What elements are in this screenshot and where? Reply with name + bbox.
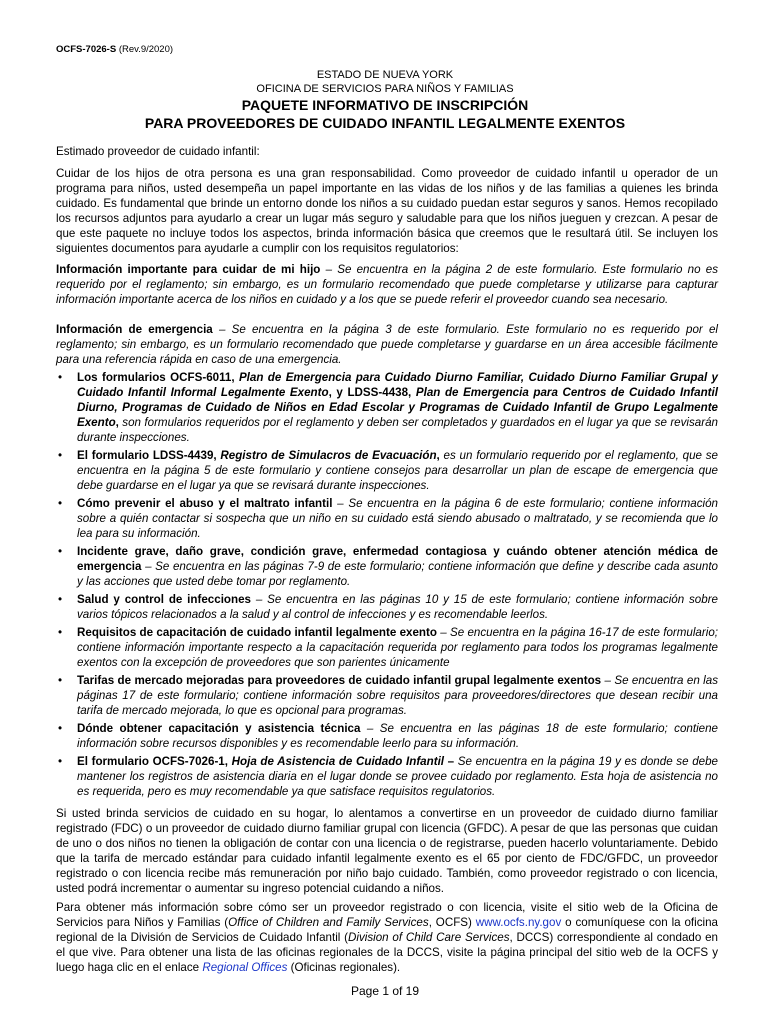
ocfs-website-link[interactable]: www.ocfs.ny.gov bbox=[475, 916, 562, 929]
important-info-paragraph bbox=[56, 262, 718, 307]
list-item: • Salud y control de infecciones – Se encuentra en las páginas 10 y 15 de este formulario; contiene información sobre varios tópicos relacionados a la salud y al control de infecciones y es recomendable leerlos. bbox=[56, 592, 718, 622]
list-item: • Requisitos de capacitación de cuidado infantil legalmente exento – Se encuentra en la página 16-17 de este formulario; contiene información importante respecto a la capacitación requerida por reglamento para todos los programas legalmente exentos con la excepción de proveedores que son parientes únicamente bbox=[56, 625, 718, 670]
agency-office: OFICINA DE SERVICIOS PARA NIÑOS Y FAMILIAS bbox=[256, 83, 514, 95]
emergency-info-heading: Información de emergencia bbox=[56, 323, 213, 336]
intro-paragraph: Cuidar de los hijos de otra persona es una gran responsabilidad. Como proveedor de cuidado infantil u operador de un programa para niños, usted desempeña un papel importante en las vidas de los niños y de las familias a quienes les brinda cuidado. Es fundamental que brinde un entorno donde los niños a su cuidado puedan estar seguros y sanos. Hemos recopilado los recursos adjuntos para ayudarlo a crear un lugar más seguro y saludable para que los niños jueguen y crezcan. A pesar de que este paquete no incluye todos los aspectos, brinda información básica que creemos que le resultará útil. Se incluyen los siguientes documentos para ayudarle a cumplir con los requisitos regulatorios: bbox=[56, 167, 718, 255]
important-info-heading: Información importante para cuidar de mi hijo bbox=[56, 263, 321, 276]
list-item: • El formulario LDSS-4439, Registro de Simulacros de Evacuación, es un formulario requerido por el reglamento, que se encuentra en la página 5 de este formulario y contiene consejos para desarrollar un plan de escape de emergencia que debe guardarse en el lugar ya que se revisará durante inspecciones. bbox=[56, 448, 718, 493]
regional-offices-link[interactable]: Regional Offices bbox=[202, 961, 288, 974]
document-list bbox=[56, 370, 718, 802]
list-item: • Incidente grave, daño grave, condición grave, enfermedad contagiosa y cuándo obtener atención médica de emergencia – Se encuentra en las páginas 7-9 de este formulario; contiene información que define y describe cada asunto y las acciones que usted debe tomar por reglamento. bbox=[56, 544, 718, 589]
agency-state: ESTADO DE NUEVA YORK bbox=[316, 69, 454, 81]
list-item: • Los formularios OCFS-6011, Plan de Emergencia para Cuidado Diurno Familiar, Cuidado Diurno Familiar Grupal y Cuidado Infantil Informal Legalmente Exento, y LDSS-4438, Plan de Emergencia para Centros de Cuidado Infantil Diurno, Programas de Cuidado de Niños en Edad Escolar y Programas de Cuidado Infantil de Grupo Legalmente Exento, son formularios requeridos por el reglamento y deben ser completados y guardados en el lugar ya que se revisarán durante inspecciones. bbox=[56, 370, 718, 445]
list-item: • Cómo prevenir el abuso y el maltrato infantil – Se encuentra en la página 6 de este formulario; contiene información sobre a quién contactar si sospecha que un niño en su cuidado está siendo abusado o maltratado, y se recomienda que lo lea para su información. bbox=[56, 496, 718, 541]
form-revision: (Rev.9/2020) bbox=[118, 44, 174, 55]
form-code: OCFS-7026-S bbox=[56, 44, 117, 55]
page-title-line2: PARA PROVEEDORES DE CUIDADO INFANTIL LEGALMENTE EXENTOS bbox=[144, 115, 626, 131]
list-item: • Tarifas de mercado mejoradas para proveedores de cuidado infantil grupal legalmente exentos – Se encuentra en las páginas 17 de este formulario; contiene información sobre requisitos para proveedores/directores que desean recibir una tarifa de mercado mejorada, lo que es opcional para programas. bbox=[56, 673, 718, 718]
form-number bbox=[56, 44, 173, 55]
page-title-line1: PAQUETE INFORMATIVO DE INSCRIPCIÓN bbox=[241, 97, 529, 113]
greeting: Estimado proveedor de cuidado infantil: bbox=[56, 145, 260, 158]
home-care-paragraph: Si usted brinda servicios de cuidado en su hogar, lo alentamos a convertirse en un proveedor de cuidado diurno familiar registrado (FDC) o un proveedor de cuidado diurno familiar grupal con licencia (GFDC). A pesar de que las personas que cuidan de uno o dos niños no tienen la obligación de contar con una licencia o de registrarse, pueden hacerlo voluntariamente. Debido que la tarifa de mercado estándar para cuidado infantil legalmente exento es el 65 por ciento de FDC/GFDC, un proveedor registrado o con licencia recibe más remuneración por niño bajo cuidado. También, como proveedor registrado o con licencia, usted podrá incrementar o aumentar su ingreso potencial cuidando a niños. bbox=[56, 807, 718, 895]
list-item: • Dónde obtener capacitación y asistencia técnica – Se encuentra en las páginas 18 de este formulario; contiene información sobre recursos disponibles y es recomendable leerlo para su información. bbox=[56, 721, 718, 751]
emergency-info-paragraph bbox=[56, 322, 718, 367]
list-item: • El formulario OCFS-7026-1, Hoja de Asistencia de Cuidado Infantil – Se encuentra en la página 19 y es donde se debe mantener los registros de asistencia diaria en el lugar donde se provee cuidado por reglamento. Esta hoja de asistencia no es requerida, pero es muy recomendable ya que satisface requisitos regulatorios. bbox=[56, 754, 718, 799]
more-info-paragraph: Para obtener más información sobre cómo ser un proveedor registrado o con licencia, visite el sitio web de la Oficina de Servicios para Niños y Familias (Office of Children and Family Services, OCFS) www.ocfs.ny.gov o comuníquese con la oficina regional de la División de Servicios de Cuidado Infantil (Division of Child Care Services, DCCS) correspondiente al condado en el que vive. Para obtener una lista de las oficinas regionales de la DCCS, visite la página principal del sitio web de la OCFS y luego haga clic en el enlace Regional Offices (Oficinas regionales). bbox=[56, 901, 718, 974]
important-info-text: – Se encuentra en la página 2 de este formulario. Este formulario no es requerido por el reglamento; sin embargo, es un formulario recomendado que puede completarse y utilizarse para capturar información importante acerca de los niños en cuidado y a los que se puede referir el proveedor cuando sea necesario. bbox=[56, 263, 718, 306]
emergency-info-text: – Se encuentra en la página 3 de este formulario. Este formulario no es requerido por el reglamento; sin embargo, es un formulario recomendado que puede completarse y guardarse en un área accesible fácilmente para una referencia rápida en caso de una emergencia. bbox=[56, 323, 719, 366]
page-number: Page 1 of 19 bbox=[350, 984, 420, 998]
